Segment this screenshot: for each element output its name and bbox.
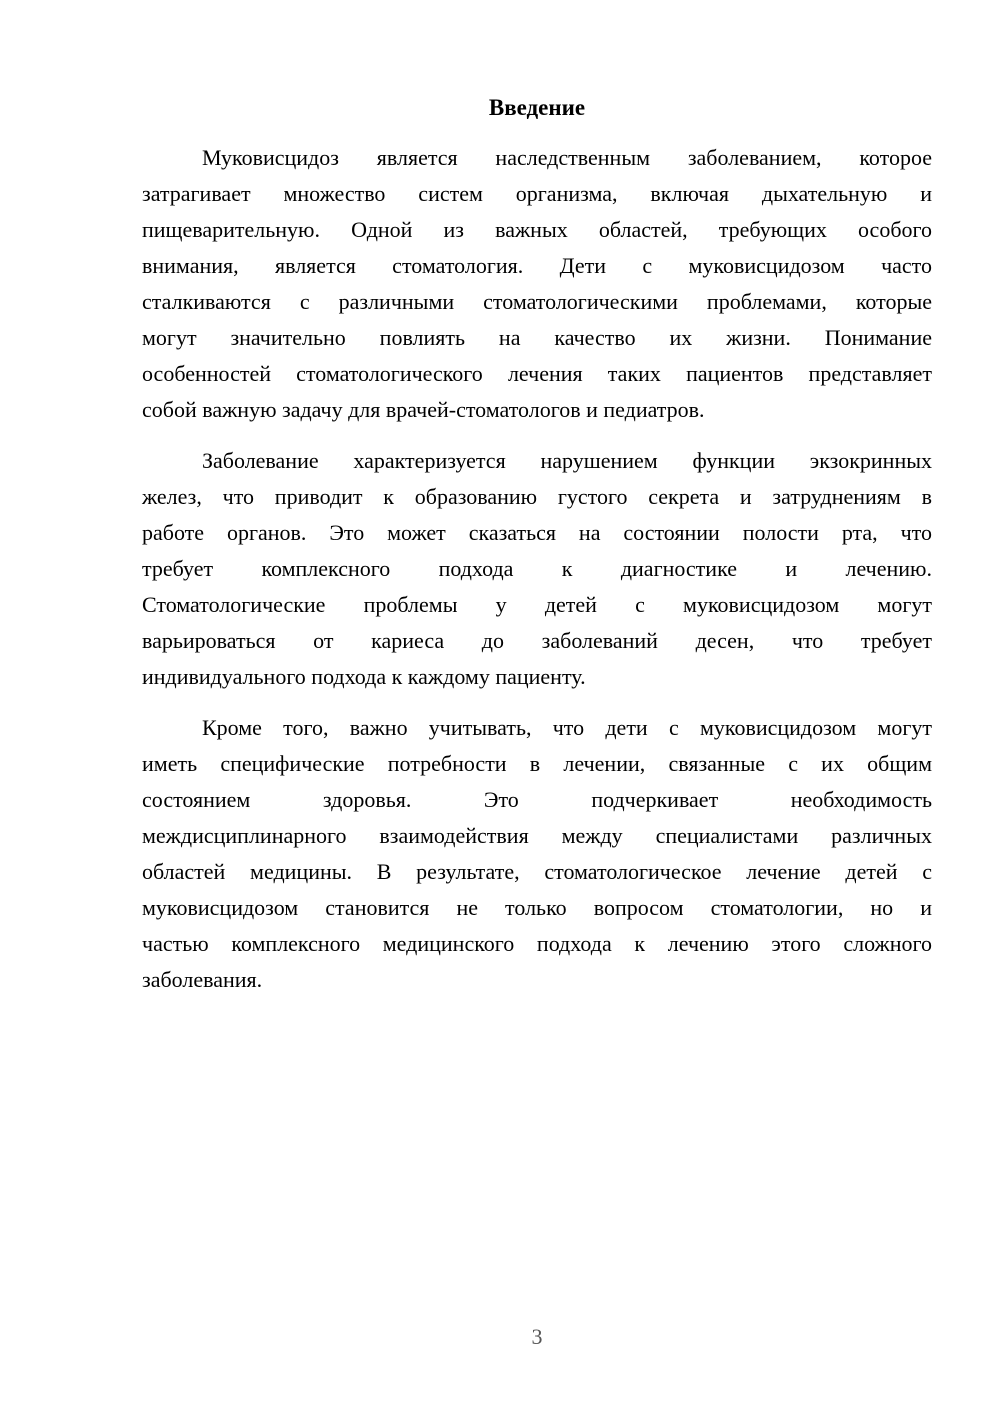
text-line: могут значительно повлиять на качество их жизни. Понимание [142,325,932,350]
text-line: Муковисцидоз является наследственным заболеванием, которое [202,145,932,170]
document-body [142,140,932,998]
text-line: Кроме того, важно учитывать, что дети с муковисцидозом могут [202,715,932,740]
text-line: заболевания. [142,967,263,992]
text-line: работе органов. Это может сказаться на состоянии полости рта, что [142,520,932,545]
text-line: затрагивает множество систем организма, включая дыхательную и [142,181,932,206]
text-line: областей медицины. В результате, стоматологическое лечение детей с [142,859,932,884]
text-line: пищеварительную. Одной из важных областей, требующих особого [142,217,932,242]
text-line: собой важную задачу для врачей-стоматологов и педиатров. [142,397,705,422]
text-line: междисциплинарного взаимодействия между специалистами различных [142,823,932,848]
text-line: индивидуального подхода к каждому пациенту. [142,664,586,689]
text-line: особенностей стоматологического лечения таких пациентов представляет [142,361,932,386]
text-line: Заболевание характеризуется нарушением функции экзокринных [202,448,932,473]
text-line: внимания, является стоматология. Дети с муковисцидозом часто [142,253,932,278]
text-line: иметь специфические потребности в лечении, связанные с их общим [142,751,932,776]
paragraph [142,710,932,998]
paragraph [142,443,932,695]
text-line: состоянием здоровья. Это подчеркивает необходимость [142,787,932,812]
text-line: частью комплексного медицинского подхода к лечению этого сложного [142,931,932,956]
paragraph [142,140,932,428]
page-number: 3 [531,1324,543,1349]
text-line: желез, что приводит к образованию густого секрета и затруднениям в [142,484,932,509]
document-content [142,95,932,998]
text-line: варьироваться от кариеса до заболеваний десен, что требует [142,628,932,653]
text-line: требует комплексного подхода к диагностике и лечению. [142,556,932,581]
page-title: Введение [488,95,586,120]
text-line: муковисцидозом становится не только вопросом стоматологии, но и [142,895,932,920]
text-line: Стоматологические проблемы у детей с муковисцидозом могут [142,592,932,617]
text-line: сталкиваются с различными стоматологическими проблемами, которые [142,289,932,314]
